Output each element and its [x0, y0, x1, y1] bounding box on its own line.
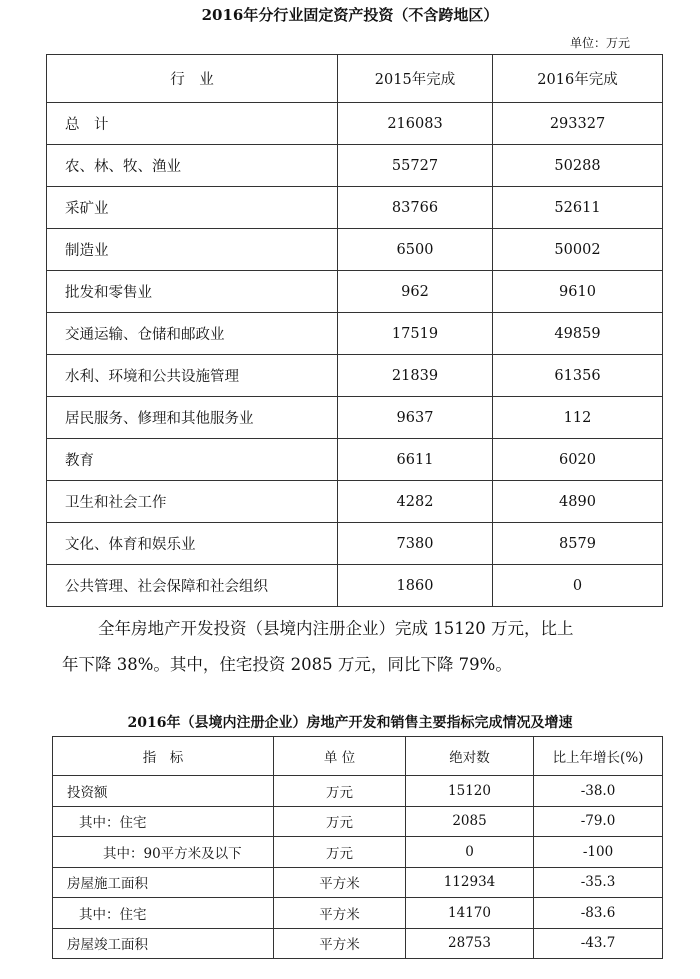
value-2015: 4282	[338, 481, 493, 523]
table-row	[47, 313, 663, 355]
header-2016: 2016年完成	[493, 55, 663, 103]
industry-name: 教育	[47, 439, 338, 481]
indicator-unit: 万元	[274, 837, 406, 868]
value-2015: 1860	[338, 565, 493, 607]
value-2016: 0	[493, 565, 663, 607]
value-2015: 83766	[338, 187, 493, 229]
value-2016: 9610	[493, 271, 663, 313]
table-row	[47, 355, 663, 397]
indicator-name: 房屋施工面积	[53, 867, 274, 898]
real-estate-indicators-table	[52, 736, 663, 959]
value-2015: 7380	[338, 523, 493, 565]
table-header-row	[47, 55, 663, 103]
value-2016: 50002	[493, 229, 663, 271]
table-row	[47, 523, 663, 565]
table-header-row	[53, 737, 663, 776]
table1-unit: 单位：万元	[569, 36, 630, 50]
indicator-value: 112934	[406, 867, 534, 898]
table-row	[47, 145, 663, 187]
header-indicator: 指 标	[53, 737, 274, 776]
value-2015: 17519	[338, 313, 493, 355]
indicator-growth: -79.0	[534, 806, 663, 837]
value-2016: 4890	[493, 481, 663, 523]
indicator-value: 28753	[406, 928, 534, 959]
header-unit: 单 位	[274, 737, 406, 776]
indicator-growth: -83.6	[534, 898, 663, 929]
industry-name: 文化、体育和娱乐业	[47, 523, 338, 565]
value-2016: 50288	[493, 145, 663, 187]
indicator-growth: -43.7	[534, 928, 663, 959]
industry-name: 公共管理、社会保障和社会组织	[47, 565, 338, 607]
header-absolute: 绝对数	[406, 737, 534, 776]
indicator-growth: -38.0	[534, 776, 663, 807]
industry-name: 交通运输、仓储和邮政业	[47, 313, 338, 355]
value-2015: 216083	[338, 103, 493, 145]
indicator-growth: -100	[534, 837, 663, 868]
table1-title: 2016年分行业固定资产投资（不含跨地区）	[201, 6, 499, 24]
industry-name: 卫生和社会工作	[47, 481, 338, 523]
value-2015: 55727	[338, 145, 493, 187]
table-row	[53, 867, 663, 898]
table-row	[47, 229, 663, 271]
header-growth: 比上年增长(%)	[534, 737, 663, 776]
industry-investment-table	[46, 54, 663, 607]
indicator-unit: 万元	[274, 806, 406, 837]
table-row	[53, 898, 663, 929]
value-2016: 52611	[493, 187, 663, 229]
indicator-value: 0	[406, 837, 534, 868]
header-industry: 行 业	[47, 55, 338, 103]
value-2015: 21839	[338, 355, 493, 397]
indicator-growth: -35.3	[534, 867, 663, 898]
industry-name: 批发和零售业	[47, 271, 338, 313]
value-2015: 6500	[338, 229, 493, 271]
indicator-name: 投资额	[53, 776, 274, 807]
paragraph-text-1: 全年房地产开发投资（县境内注册企业）完成 15120 万元，比上	[98, 619, 574, 638]
indicator-value: 2085	[406, 806, 534, 837]
industry-name: 农、林、牧、渔业	[47, 145, 338, 187]
table-row	[47, 271, 663, 313]
value-2016: 6020	[493, 439, 663, 481]
indicator-unit: 万元	[274, 776, 406, 807]
paragraph-line-1	[62, 612, 662, 646]
table-row	[53, 837, 663, 868]
table-row	[47, 565, 663, 607]
value-2015: 6611	[338, 439, 493, 481]
value-2016: 49859	[493, 313, 663, 355]
value-2016: 61356	[493, 355, 663, 397]
table-row	[47, 187, 663, 229]
table-row	[53, 928, 663, 959]
industry-name: 居民服务、修理和其他服务业	[47, 397, 338, 439]
indicator-unit: 平方米	[274, 867, 406, 898]
table-row	[53, 806, 663, 837]
value-2016: 112	[493, 397, 663, 439]
indicator-name: 其中：住宅	[53, 806, 274, 837]
indicator-unit: 平方米	[274, 898, 406, 929]
value-2016: 8579	[493, 523, 663, 565]
table-row	[47, 397, 663, 439]
paragraph-line-2	[62, 648, 662, 682]
industry-name: 采矿业	[47, 187, 338, 229]
value-2015: 9637	[338, 397, 493, 439]
table2-title: 2016年（县境内注册企业）房地产开发和销售主要指标完成情况及增速	[127, 715, 573, 731]
industry-name: 水利、环境和公共设施管理	[47, 355, 338, 397]
indicator-name: 其中：住宅	[53, 898, 274, 929]
industry-name: 制造业	[47, 229, 338, 271]
indicator-value: 14170	[406, 898, 534, 929]
header-2015: 2015年完成	[338, 55, 493, 103]
indicator-name: 其中：90平方米及以下	[53, 837, 274, 868]
industry-name: 总 计	[47, 103, 338, 145]
value-2016: 293327	[493, 103, 663, 145]
value-2015: 962	[338, 271, 493, 313]
table-row	[47, 103, 663, 145]
indicator-unit: 平方米	[274, 928, 406, 959]
table-row	[47, 439, 663, 481]
paragraph-text-2: 年下降 38%。其中，住宅投资 2085 万元，同比下降 79%。	[62, 655, 512, 674]
indicator-name: 房屋竣工面积	[53, 928, 274, 959]
table-row	[47, 481, 663, 523]
table-row	[53, 776, 663, 807]
indicator-value: 15120	[406, 776, 534, 807]
